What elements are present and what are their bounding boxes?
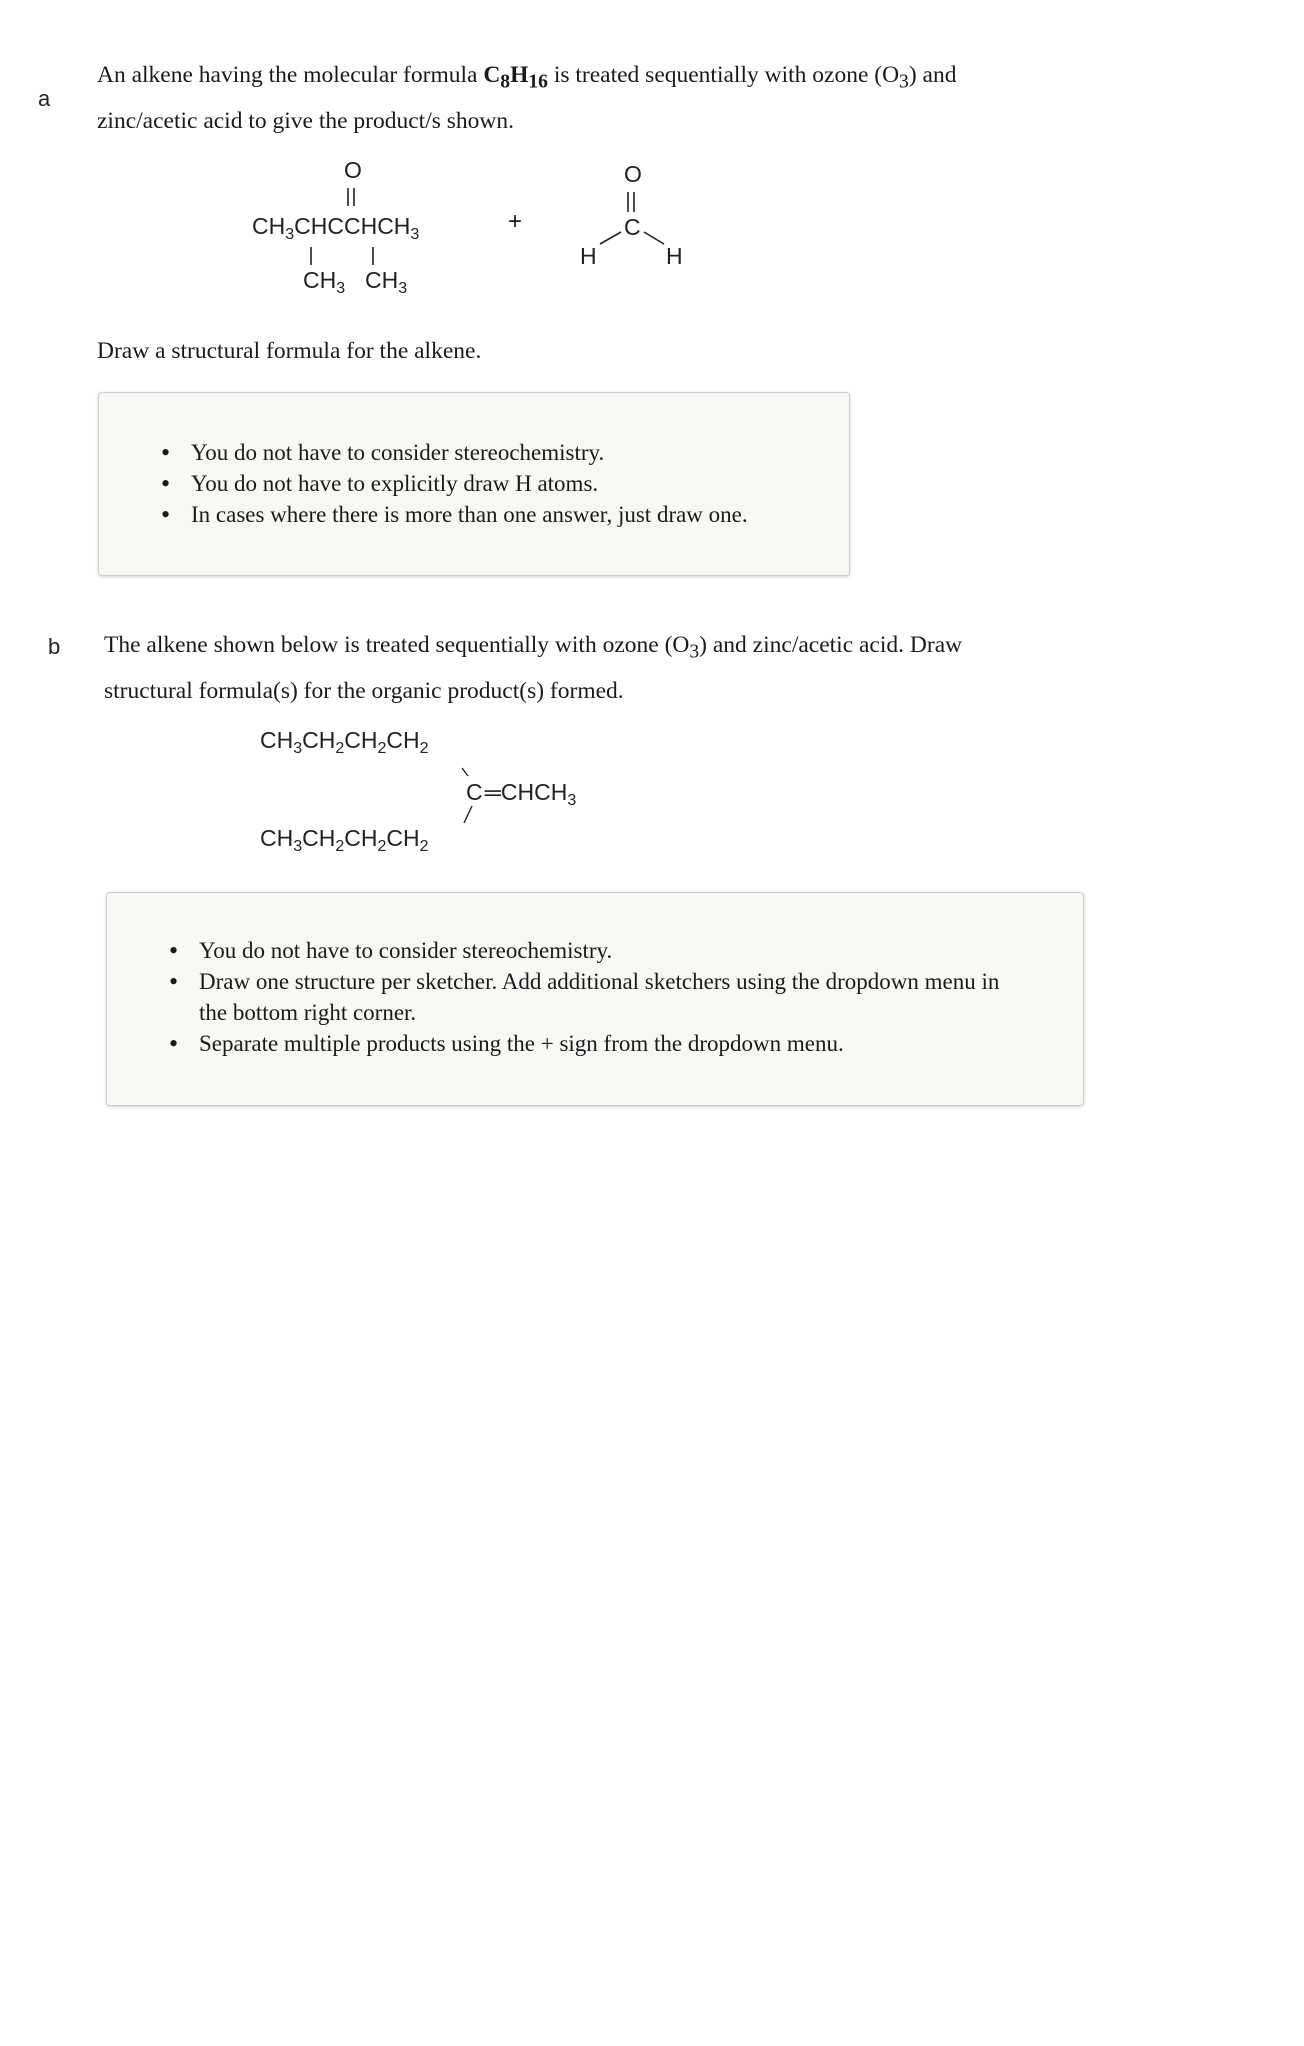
product2-formaldehyde-structure xyxy=(560,152,700,282)
product1-ketone-structure xyxy=(240,150,480,302)
product1-oxygen: O xyxy=(344,157,362,183)
product2-carbon: C xyxy=(624,214,641,240)
product1-main-chain: $CH_3CHCCHCH_3$ xyxy=(252,213,420,243)
product2-oxygen: O xyxy=(624,161,642,187)
part-b-hint-item: • You do not have to consider stereochemistry. xyxy=(167,935,1007,966)
alkene-upper-chain: $CH_3CH_2CH_2CH_2$ xyxy=(260,727,429,757)
part-a-instruction: Draw a structural formula for the alkene. xyxy=(97,338,482,364)
product1-branch-right: $CH_3$ xyxy=(365,267,408,297)
part-a-hint-item: • You do not have to consider stereochemistry. xyxy=(159,437,748,468)
product1-branch-left: $CH_3$ xyxy=(303,267,346,297)
part-a-hint-item: • You do not have to explicitly draw H atoms. xyxy=(159,468,748,499)
part-b-question: The alkene shown below is treated sequentially with ozone $(O_3)$ and zinc/acetic acid. Draw structural formula(s) for the organic product(s) formed. xyxy=(104,632,963,704)
part-a-label: a xyxy=(38,86,51,111)
part-a-hint-box xyxy=(98,392,850,576)
part-a-question: An alkene having the molecular formula $C_8H_{16}$ is treated sequentially with ozone $(O_3)$ and zinc/acetic acid to give the product/s shown. xyxy=(97,62,957,134)
alkene-lower-chain: $CH_3CH_2CH_2CH_2$ xyxy=(260,825,429,855)
plus-sign: + xyxy=(508,208,523,235)
part-b-hint-item: • Draw one structure per sketcher. Add additional sketchers using the dropdown menu in the bottom right corner. xyxy=(167,966,1007,1028)
part-b-label: b xyxy=(48,634,61,659)
part-b-hint-box xyxy=(106,892,1084,1106)
part-b-alkene-structure xyxy=(250,716,670,866)
part-b-hint-item: • Separate multiple products using the + sign from the dropdown menu. xyxy=(167,1028,1007,1059)
alkene-double-bond-group: $C═CHCH_3$ xyxy=(466,779,577,809)
product2-h-left: H xyxy=(580,243,597,269)
part-a-hint-item: • In cases where there is more than one answer, just draw one. xyxy=(159,499,748,530)
product2-h-right: H xyxy=(666,243,683,269)
